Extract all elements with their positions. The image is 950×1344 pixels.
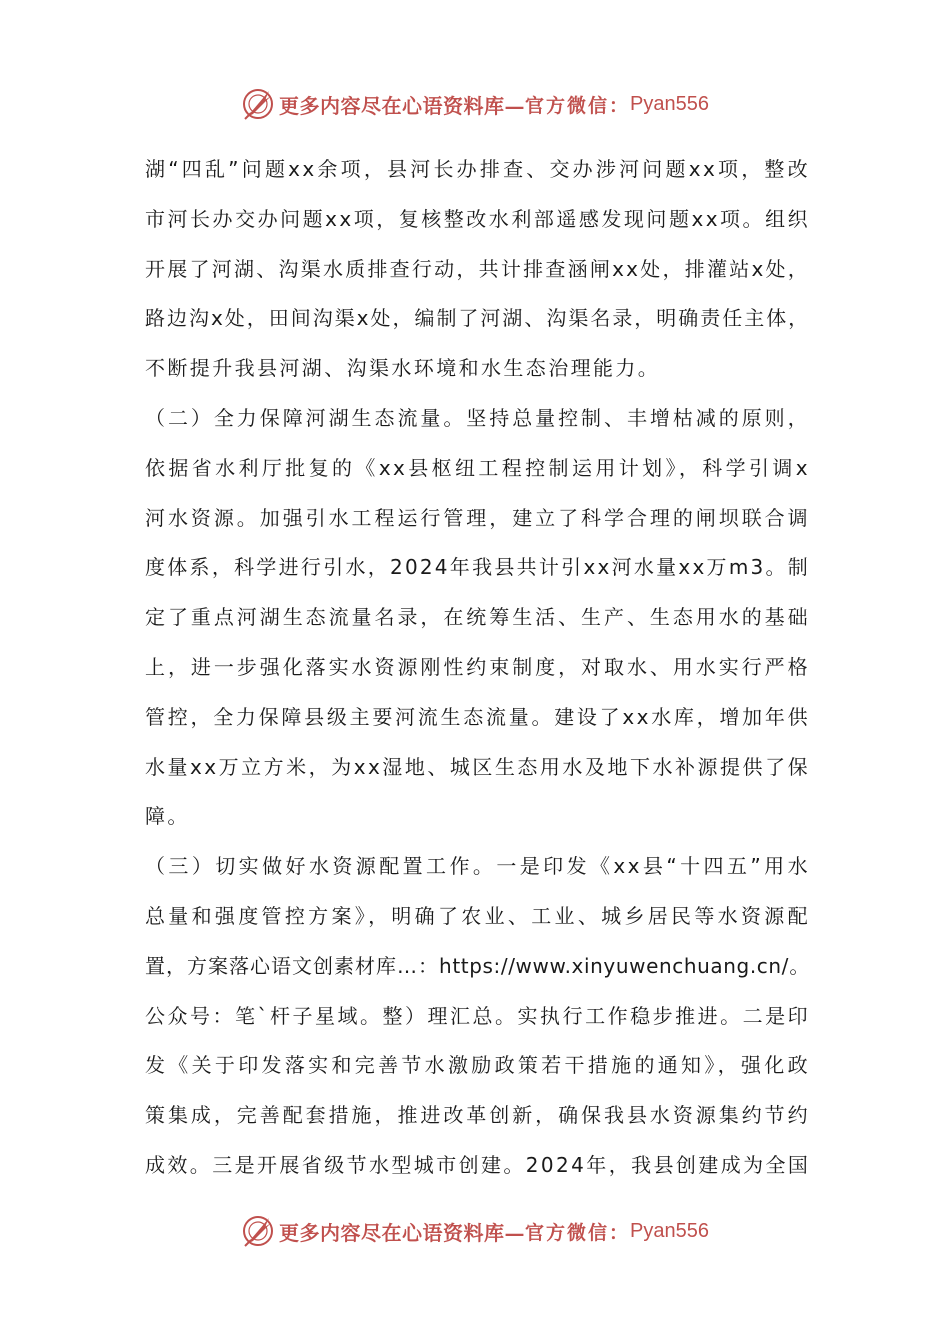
body-line: 度体系，科学进行引水，2024年我县共计引xx河水量xx万m3。制 bbox=[145, 555, 810, 580]
body-line: 障。 bbox=[145, 804, 190, 829]
body-line: 发《关于印发落实和完善节水激励政策若干措施的通知》，强化政 bbox=[145, 1053, 810, 1078]
body-line: 市河长办交办问题xx项，复核整改水利部遥感发现问题xx项。组织 bbox=[145, 206, 810, 231]
header-banner-text: 更多内容尽在心语资料库— bbox=[279, 93, 525, 118]
footer-wechat-account: Pyan556 bbox=[630, 1219, 709, 1242]
body-line: 河水资源。加强引水工程运行管理，建立了科学合理的闸坝联合调 bbox=[145, 505, 810, 530]
body-line: 水量xx万立方米，为xx湿地、城区生态用水及地下水补源提供了保 bbox=[145, 754, 810, 779]
body-line: （三）切实做好水资源配置工作。一是印发《xx县“十四五”用水 bbox=[145, 854, 810, 879]
footer-wechat-label: 官方微信： bbox=[525, 1221, 631, 1244]
body-line: （二）全力保障河湖生态流量。坚持总量控制、丰增枯减的原则， bbox=[145, 405, 810, 430]
body-line: 湖“四乱”问题xx余项，县河长办排查、交办涉河问题xx项，整改 bbox=[145, 157, 810, 181]
header-banner bbox=[0, 84, 950, 124]
quill-logo-icon bbox=[241, 87, 275, 121]
body-line: 策集成，完善配套措施，推进改革创新，确保我县水资源集约节约 bbox=[145, 1103, 810, 1128]
body-line: 不断提升我县河湖、沟渠水环境和水生态治理能力。 bbox=[145, 356, 661, 381]
body-line: 总量和强度管控方案》，明确了农业、工业、城乡居民等水资源配 bbox=[145, 903, 810, 928]
body-line: 置，方案落心语文创素材库…：https://www.xinyuwenchuang.cn/。 bbox=[145, 953, 810, 978]
header-wechat-account: Pyan556 bbox=[630, 92, 709, 115]
footer-banner-text: 更多内容尽在心语资料库— bbox=[279, 1220, 525, 1245]
body-line: 依据省水利厅批复的《xx县枢纽工程控制运用计划》，科学引调x bbox=[145, 455, 810, 480]
header-wechat-label: 官方微信： bbox=[525, 94, 631, 117]
body-line: 公众号：笔`杆子星域。整）理汇总。实执行工作稳步推进。二是印 bbox=[145, 1003, 810, 1028]
body-line: 上，进一步强化落实水资源刚性约束制度，对取水、用水实行严格 bbox=[145, 654, 810, 679]
body-line: 开展了河湖、沟渠水质排查行动，共计排查涵闸xx处，排灌站x处， bbox=[145, 256, 810, 281]
body-line: 路边沟x处，田间沟渠x处，编制了河湖、沟渠名录，明确责任主体， bbox=[145, 306, 810, 331]
document-body bbox=[145, 145, 810, 1191]
quill-logo-icon bbox=[241, 1214, 275, 1248]
footer-banner bbox=[0, 1211, 950, 1251]
body-line: 管控，全力保障县级主要河流生态流量。建设了xx水库，增加年供 bbox=[145, 704, 810, 729]
body-line: 成效。三是开展省级节水型城市创建。2024年，我县创建成为全国 bbox=[145, 1152, 811, 1177]
body-line: 定了重点河湖生态流量名录，在统筹生活、生产、生态用水的基础 bbox=[145, 605, 810, 630]
